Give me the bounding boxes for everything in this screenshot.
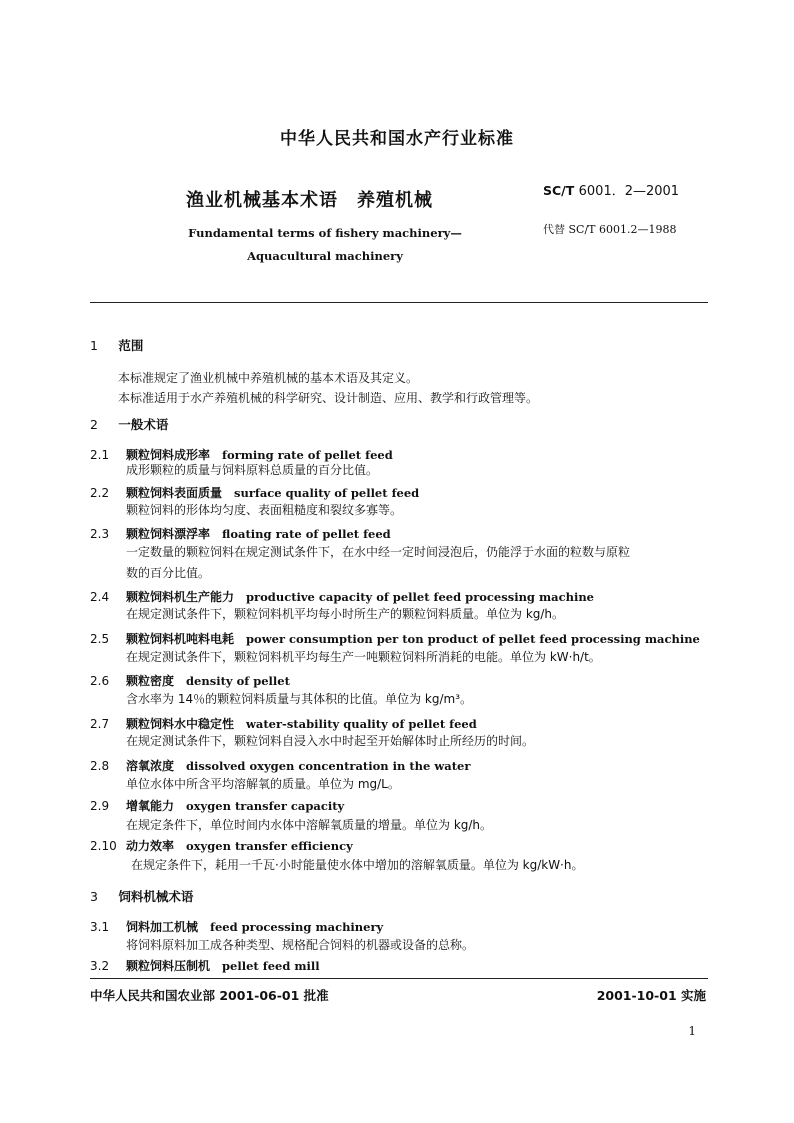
term-name-en: density of pellet [186, 674, 290, 688]
term-definition: 单位水体中所含平均溶解氧的质量。单位为 mg/L。 [126, 777, 400, 791]
term-name-en: pellet feed mill [222, 959, 320, 973]
header-divider [90, 302, 708, 303]
term-name-cn: 颗粒饲料机生产能力 [126, 590, 235, 604]
term-number: 2.5 [90, 632, 110, 646]
term-2-6 [90, 672, 290, 689]
term-2-10 [90, 837, 353, 854]
term-definition: 在规定条件下，耗用一千瓦·小时能量使水体中增加的溶解氧质量。单位为 kg/kW·h。 [131, 858, 584, 872]
term-name-cn: 颗粒饲料压制机 [126, 959, 211, 973]
term-number: 2.1 [90, 448, 110, 462]
effective-date: 2001-10-01 实施 [596, 988, 706, 1003]
term-2-7 [90, 715, 477, 732]
term-number: 2.2 [90, 486, 110, 500]
term-definition: 在规定条件下，单位时间内水体中溶解氧质量的增量。单位为 kg/h。 [126, 818, 493, 832]
page-number: 1 [688, 1024, 696, 1038]
section-heading-2 [90, 415, 168, 433]
term-number: 2.6 [90, 674, 110, 688]
term-2-8 [90, 757, 470, 774]
term-2-2 [90, 484, 419, 501]
term-number: 2.7 [90, 717, 110, 731]
scope-paragraph-2: 本标准适用于水产养殖机械的科学研究、设计制造、应用、教学和行政管理等。 [118, 391, 539, 405]
term-number: 2.4 [90, 590, 110, 604]
term-number: 2.9 [90, 799, 110, 813]
term-2-9 [90, 797, 344, 814]
document-title-cn: 渔业机械基本术语 养殖机械 [186, 190, 433, 211]
term-definition: 成形颗粒的质量与饲料原料总质量的百分比值。 [126, 463, 379, 477]
term-3-2 [90, 957, 320, 974]
term-name-cn: 饲料加工机械 [126, 920, 199, 934]
term-name-en: floating rate of pellet feed [222, 527, 391, 541]
term-3-1 [90, 918, 383, 935]
term-name-en: oxygen transfer capacity [186, 799, 345, 813]
term-name-cn: 颗粒饲料水中稳定性 [126, 717, 235, 731]
term-name-cn: 颗粒饲料漂浮率 [126, 527, 211, 541]
replaces-standard: 代替 SC/T 6001.2—1988 [543, 223, 677, 236]
term-name-en: surface quality of pellet feed [234, 486, 420, 500]
term-name-cn: 颗粒饲料机吨料电耗 [126, 632, 235, 646]
section-number: 3 [90, 889, 98, 904]
standard-category-title: 中华人民共和国水产行业标准 [280, 129, 514, 149]
term-number: 2.10 [90, 839, 117, 853]
term-name-en: power consumption per ton product of pellet feed processing machine [246, 632, 700, 646]
approval-info: 中华人民共和国农业部 2001-06-01 批准 [90, 988, 329, 1003]
standard-code-prefix: SC/T [543, 183, 575, 198]
term-name-en: dissolved oxygen concentration in the water [186, 759, 471, 773]
standard-code-number: 6001．2—2001 [578, 184, 680, 199]
section-title: 一般术语 [118, 417, 169, 432]
term-definition: 含水率为 14％的颗粒饲料质量与其体积的比值。单位为 kg/m³。 [126, 692, 473, 706]
term-number: 3.1 [90, 920, 110, 934]
term-definition: 数的百分比值。 [126, 566, 211, 580]
term-definition: 颗粒饲料的形体均匀度、表面粗糙度和裂纹多寡等。 [126, 503, 403, 517]
document-title-en-line2: Aquacultural machinery [247, 249, 403, 263]
term-name-en: water-stability quality of pellet feed [246, 717, 477, 731]
section-number: 1 [90, 338, 98, 353]
term-name-cn: 动力效率 [126, 839, 175, 853]
term-2-4 [90, 588, 594, 605]
term-name-en: oxygen transfer efficiency [186, 839, 353, 853]
document-title-en-line1: Fundamental terms of fishery machinery— [188, 226, 462, 240]
term-name-cn: 颗粒饲料成形率 [126, 448, 211, 462]
term-definition: 在规定测试条件下，颗粒饲料自浸入水中时起至开始解体时止所经历的时间。 [126, 734, 535, 748]
section-heading-3 [90, 887, 193, 905]
term-name-cn: 颗粒饲料表面质量 [126, 486, 223, 500]
term-definition: 在规定测试条件下，颗粒饲料机平均每小时所生产的颗粒饲料质量。单位为 kg/h。 [126, 607, 565, 621]
term-definition: 在规定测试条件下，颗粒饲料机平均每生产一吨颗粒饲料所消耗的电能。单位为 kW·h/t。 [126, 650, 601, 664]
term-definition: 一定数量的颗粒饲料在规定测试条件下，在水中经一定时间浸泡后，仍能浮于水面的粒数与原粒 [126, 545, 631, 559]
term-name-cn: 颗粒密度 [126, 674, 175, 688]
term-number: 2.8 [90, 759, 110, 773]
section-title: 饲料机械术语 [118, 889, 194, 904]
term-number: 2.3 [90, 527, 110, 541]
term-2-5 [90, 630, 700, 647]
term-2-3 [90, 525, 391, 542]
term-name-cn: 增氧能力 [126, 799, 175, 813]
footer-divider [90, 978, 708, 979]
term-definition: 将饲料原料加工成各种类型、规格配合饲料的机器或设备的总称。 [126, 938, 475, 952]
section-title: 范围 [118, 338, 144, 353]
section-number: 2 [90, 417, 98, 432]
standard-code [543, 180, 679, 199]
term-name-en: productive capacity of pellet feed processing machine [246, 590, 595, 604]
section-heading-1 [90, 336, 143, 354]
scope-paragraph-1: 本标准规定了渔业机械中养殖机械的基本术语及其定义。 [118, 371, 419, 385]
term-number: 3.2 [90, 959, 110, 973]
term-name-en: feed processing machinery [210, 920, 384, 934]
term-name-en: forming rate of pellet feed [222, 448, 393, 462]
term-name-cn: 溶氧浓度 [126, 759, 175, 773]
